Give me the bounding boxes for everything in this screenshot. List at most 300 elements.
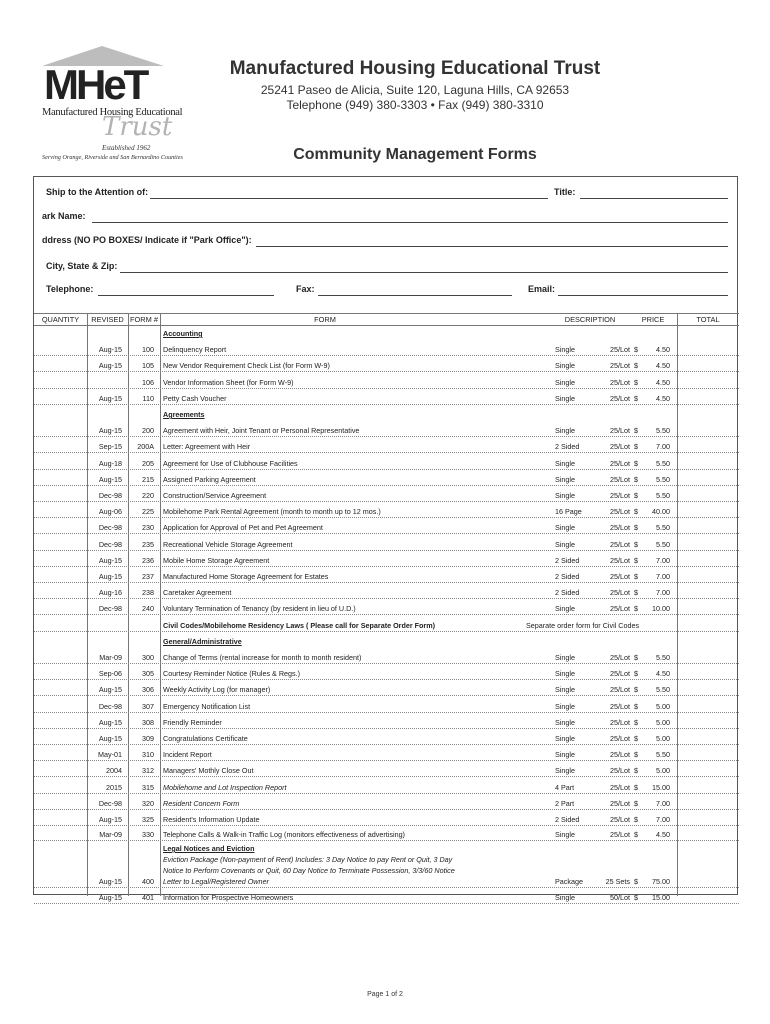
- row-total-field[interactable]: [679, 394, 734, 404]
- row-price: 5.50: [656, 539, 670, 549]
- col-form-number: FORM #: [130, 315, 158, 324]
- row-form-number: 220: [142, 491, 154, 500]
- row-revised: Aug-15: [98, 555, 122, 565]
- row-total-field[interactable]: [679, 475, 734, 485]
- row-lot: 25/Lot: [610, 734, 630, 743]
- row-form: Weekly Activity Log (for manager): [163, 685, 271, 695]
- row-form-number: 200: [142, 426, 154, 436]
- row-total-field[interactable]: [679, 815, 734, 825]
- row-divider: [34, 388, 739, 389]
- row-lot: 25/Lot: [610, 588, 630, 598]
- col-total: TOTAL: [696, 315, 720, 324]
- row-description: Single: [555, 491, 575, 500]
- row-form: Petty Cash Voucher: [163, 393, 227, 403]
- row-total-field[interactable]: [679, 669, 734, 679]
- row-revised: Aug-15: [98, 345, 122, 355]
- row-currency: $: [634, 555, 638, 565]
- row-form: Incident Report: [163, 750, 212, 760]
- row-lot: 25/Lot: [610, 750, 630, 760]
- row-currency: $: [634, 766, 638, 776]
- row-total-field[interactable]: [679, 361, 734, 371]
- row-lot: 25/Lot: [610, 604, 630, 614]
- row-form: Voluntary Termination of Tenancy (by resident in lieu of U.D.): [163, 604, 356, 614]
- row-form-number: 225: [142, 507, 154, 517]
- table-row: [34, 734, 739, 746]
- logo-established: Established 1962: [102, 144, 151, 152]
- row-total-field[interactable]: [679, 893, 734, 903]
- row-form: Information for Prospective Homeowners: [163, 893, 294, 902]
- logo-subtitle: Manufactured Housing Educational: [42, 107, 183, 118]
- row-revised: Mar-09: [99, 653, 122, 662]
- table-row: [34, 830, 739, 842]
- row-currency: $: [634, 345, 638, 355]
- row-description: Single: [555, 734, 575, 743]
- row-form: Congratulations Certificate: [163, 734, 248, 743]
- row-description: Single: [555, 604, 575, 614]
- row-total-field[interactable]: [679, 750, 734, 760]
- row-currency: $: [634, 426, 638, 436]
- row-currency: $: [634, 717, 638, 727]
- row-currency: $: [634, 829, 638, 839]
- row-form: Vendor Information Sheet (for Form W-9): [163, 377, 294, 387]
- row-price: 7.00: [656, 815, 670, 824]
- row-description: Single: [555, 458, 575, 468]
- row-price: 5.50: [656, 750, 670, 760]
- row-form: Resident's Information Update: [163, 815, 260, 824]
- row-form: Friendly Reminder: [163, 717, 222, 727]
- row-lot: 25/Lot: [610, 782, 630, 792]
- order-form: [33, 176, 738, 902]
- row-total-field[interactable]: [679, 877, 734, 887]
- row-total-field[interactable]: [679, 718, 734, 728]
- row-total-field[interactable]: [679, 556, 734, 566]
- row-revised: May-01: [98, 750, 122, 760]
- row-divider: [34, 631, 739, 632]
- row-form-number: 110: [142, 393, 154, 403]
- row-lot: 25/Lot: [610, 829, 630, 839]
- row-description: Single: [555, 361, 575, 371]
- row-total-field[interactable]: [679, 523, 734, 533]
- row-form-number: 237: [142, 572, 154, 581]
- row-total-field[interactable]: [679, 507, 734, 517]
- table-header: [34, 313, 739, 325]
- section-title: General/Administrative: [163, 636, 242, 646]
- col-form: FORM: [314, 315, 336, 324]
- row-total-field[interactable]: [679, 702, 734, 712]
- fax-field[interactable]: [318, 295, 512, 296]
- row-lot: 25/Lot: [610, 474, 630, 484]
- row-description: Single: [555, 653, 575, 662]
- row-form: Courtesy Reminder Notice (Rules & Regs.): [163, 669, 301, 679]
- row-form: Telephone Calls & Walk-in Traffic Log (monitors effectiveness of advertising): [163, 829, 405, 839]
- row-description: 2 Sided: [555, 588, 580, 598]
- row-revised: Aug-16: [98, 588, 122, 598]
- row-divider: [34, 793, 739, 794]
- row-lot: 25/Lot: [610, 393, 630, 403]
- row-form-number: 400: [142, 877, 154, 886]
- row-lot: 25/Lot: [610, 426, 630, 436]
- col-quantity: QUANTITY: [41, 315, 80, 324]
- row-revised: Sep-15: [98, 442, 122, 452]
- row-form: Mobilehome and Lot Inspection Report: [163, 782, 287, 792]
- row-description: Single: [555, 474, 575, 484]
- row-form-number: 215: [142, 474, 154, 484]
- table-row: [34, 653, 739, 665]
- row-lot: 25/Lot: [610, 507, 630, 517]
- row-lot: 25/Lot: [610, 442, 630, 452]
- row-form-number: 236: [142, 555, 154, 565]
- row-divider: [34, 485, 739, 486]
- row-description: Single: [555, 893, 575, 902]
- row-divider: [34, 404, 739, 405]
- row-form-number: 312: [142, 766, 154, 776]
- row-form: Manufactured Home Storage Agreement for Estates: [163, 572, 329, 581]
- row-form-number: 310: [142, 750, 154, 760]
- row-form: Caretaker Agreement: [163, 588, 232, 598]
- row-currency: $: [634, 782, 638, 792]
- row-form: Resident Concern Form: [163, 798, 240, 808]
- row-description: Package: [555, 877, 583, 886]
- table-row: [34, 540, 739, 552]
- row-divider: [34, 517, 739, 518]
- col-description: DESCRIPTION: [564, 315, 616, 324]
- row-currency: $: [634, 734, 638, 743]
- row-form: Managers' Mothly Close Out: [163, 766, 254, 776]
- row-form-number: 240: [142, 604, 154, 614]
- city-row: [34, 261, 739, 275]
- row-form-number: 300: [142, 653, 154, 662]
- section-title: Legal Notices and Eviction: [163, 844, 255, 853]
- table-row: [34, 426, 739, 438]
- row-form: Agreement with Heir, Joint Tenant or Personal Representative: [163, 426, 360, 436]
- row-divider: [34, 825, 739, 826]
- row-divider: [34, 776, 739, 777]
- row-currency: $: [634, 377, 638, 387]
- row-total-field[interactable]: [679, 426, 734, 436]
- table-row: [34, 588, 739, 600]
- row-total-field[interactable]: [679, 491, 734, 501]
- table-row: [34, 475, 739, 487]
- row-divider: [34, 712, 739, 713]
- logo-serving: Serving Orange, Riverside and San Bernardino Counties: [42, 154, 183, 161]
- row-form-number: 315: [142, 782, 154, 792]
- row-form-number: 238: [142, 588, 154, 598]
- row-description: Single: [555, 523, 575, 533]
- row-revised: Dec-98: [98, 539, 122, 549]
- row-form: Construction/Service Agreement: [163, 491, 267, 500]
- row-description: 2 Sided: [555, 442, 580, 452]
- city-field[interactable]: [120, 272, 728, 273]
- row-description: Single: [555, 717, 575, 727]
- row-currency: $: [634, 491, 638, 500]
- row-lot: 25/Lot: [610, 669, 630, 679]
- row-currency: $: [634, 669, 638, 679]
- row-total-field[interactable]: [679, 783, 734, 793]
- ship-to-row: [34, 187, 739, 201]
- row-form-number: 205: [142, 458, 154, 468]
- row-price: 4.50: [656, 361, 670, 371]
- table-row: [34, 669, 739, 681]
- row-divider: [34, 695, 739, 696]
- email-field[interactable]: [558, 295, 728, 296]
- row-form-number: 309: [142, 734, 154, 743]
- row-total-field[interactable]: [679, 345, 734, 355]
- row-form: Letter: Agreement with Heir: [163, 442, 251, 452]
- row-form: Agreement for Use of Clubhouse Facilities: [163, 458, 298, 468]
- row-revised: Dec-98: [98, 604, 122, 614]
- row-total-field[interactable]: [679, 588, 734, 598]
- row-form-number: 306: [142, 685, 154, 695]
- row-price: 15.00: [652, 782, 670, 792]
- row-divider: [34, 371, 739, 372]
- row-divider: [34, 679, 739, 680]
- row-description: Single: [555, 426, 575, 436]
- row-total-field[interactable]: [679, 766, 734, 776]
- row-currency: $: [634, 539, 638, 549]
- row-currency: $: [634, 685, 638, 695]
- row-currency: $: [634, 572, 638, 581]
- row-price: 5.00: [656, 701, 670, 711]
- row-divider: [34, 663, 739, 664]
- table-row: [34, 523, 739, 535]
- row-price: 5.50: [656, 426, 670, 436]
- row-lot: 25/Lot: [610, 766, 630, 776]
- row-form: Assigned Parking Agreement: [163, 474, 256, 484]
- row-divider: [34, 760, 739, 761]
- row-lot: 25/Lot: [610, 555, 630, 565]
- section-heading: [34, 637, 739, 649]
- ship-to-label: Ship to the Attention of:: [46, 187, 149, 197]
- mhet-logo: [40, 44, 183, 164]
- row-revised: Aug-15: [98, 734, 122, 743]
- row-form: Recreational Vehicle Storage Agreement: [163, 539, 293, 549]
- table-row: [34, 604, 739, 616]
- row-revised: Aug-15: [98, 815, 122, 824]
- row-form-line: Eviction Package (Non-payment of Rent) Includes: 3 Day Notice to pay Rent or Quit, 3 Day: [163, 855, 453, 864]
- row-revised: 2004: [106, 766, 122, 776]
- row-total-field[interactable]: [679, 572, 734, 582]
- title-field[interactable]: [580, 198, 728, 199]
- row-form-number: 307: [142, 701, 154, 711]
- row-revised: Aug-15: [98, 393, 122, 403]
- row-lot: 25/Lot: [610, 345, 630, 355]
- table-row: [34, 893, 739, 905]
- row-revised: Mar-09: [99, 829, 122, 839]
- row-revised: Dec-98: [98, 701, 122, 711]
- table-row: [34, 507, 739, 519]
- row-lot: 25/Lot: [610, 539, 630, 549]
- row-description: 2 Part: [555, 798, 575, 808]
- row-price: 5.00: [656, 717, 670, 727]
- row-divider: [34, 501, 739, 502]
- park-name-label: ark Name:: [42, 211, 86, 221]
- row-form-number: 308: [142, 717, 154, 727]
- contact-row: [34, 284, 739, 298]
- row-form: Delinquency Report: [163, 345, 227, 355]
- row-form-line: Letter to Legal/Registered Owner: [163, 877, 269, 886]
- row-lot: 25 Sets: [605, 877, 630, 886]
- row-divider: [34, 582, 739, 583]
- row-description: 4 Part: [555, 782, 575, 792]
- row-revised: Aug-15: [98, 474, 122, 484]
- row-note: Separate order form for Civil Codes: [526, 620, 640, 630]
- row-revised: Aug-15: [98, 572, 122, 581]
- row-currency: $: [634, 701, 638, 711]
- fax-label: Fax:: [296, 284, 315, 294]
- org-phone: Telephone (949) 380-3303 • Fax (949) 380-3310: [286, 98, 544, 112]
- row-revised: Aug-15: [98, 877, 122, 886]
- row-lot: 25/Lot: [610, 491, 630, 500]
- row-price: 5.00: [656, 766, 670, 776]
- logo-brand: MHeT: [44, 61, 147, 108]
- col-price: PRICE: [641, 315, 665, 324]
- row-lot: 25/Lot: [610, 717, 630, 727]
- table-row: [34, 556, 739, 568]
- table-row: [34, 766, 739, 778]
- row-divider: [34, 887, 739, 888]
- address-field[interactable]: [256, 246, 728, 247]
- row-price: 7.00: [656, 572, 670, 581]
- row-currency: $: [634, 474, 638, 484]
- row-lot: 50/Lot: [610, 893, 630, 902]
- table-row: [34, 718, 739, 730]
- table-row: [34, 442, 739, 454]
- row-total-field[interactable]: [679, 734, 734, 744]
- row-lot: 25/Lot: [610, 701, 630, 711]
- row-description: 2 Sided: [555, 572, 580, 581]
- row-revised: Sep-06: [98, 669, 122, 679]
- row-currency: $: [634, 361, 638, 371]
- row-lot: 25/Lot: [610, 815, 630, 824]
- row-total-field[interactable]: [679, 459, 734, 469]
- row-description: Single: [555, 750, 575, 760]
- row-currency: $: [634, 442, 638, 452]
- row-total-field[interactable]: [679, 653, 734, 663]
- ship-to-field[interactable]: [150, 198, 548, 199]
- row-price: 5.50: [656, 653, 670, 662]
- org-name: Manufactured Housing Educational Trust: [229, 58, 601, 79]
- row-price: 7.00: [656, 588, 670, 598]
- row-description: 2 Sided: [555, 555, 580, 565]
- row-price: 15.00: [652, 893, 670, 902]
- row-currency: $: [634, 458, 638, 468]
- row-total-field[interactable]: [679, 685, 734, 695]
- row-lot: 25/Lot: [610, 458, 630, 468]
- address-label: ddress (NO PO BOXES/ Indicate if "Park Office"):: [42, 235, 252, 245]
- row-revised: Aug-18: [98, 458, 122, 468]
- row-total-field[interactable]: [679, 540, 734, 550]
- section-heading: [34, 329, 739, 341]
- row-divider: [34, 744, 739, 745]
- row-form-number: 105: [142, 361, 154, 371]
- row-price: 5.00: [656, 734, 670, 743]
- row-lot: 25/Lot: [610, 377, 630, 387]
- telephone-field[interactable]: [98, 295, 274, 296]
- row-revised: 2015: [106, 782, 122, 792]
- row-description: Single: [555, 685, 575, 695]
- row-price: 5.50: [656, 685, 670, 695]
- row-form: Application for Approval of Pet and Pet Agreement: [163, 523, 323, 533]
- row-price: 4.50: [656, 345, 670, 355]
- row-price: 4.50: [656, 393, 670, 403]
- row-form: Civil Codes/Mobilehome Residency Laws ( Please call for Separate Order Form): [163, 620, 436, 630]
- row-divider: [34, 452, 739, 453]
- row-price: 7.00: [656, 442, 670, 452]
- row-revised: Aug-06: [98, 507, 122, 517]
- row-form-number: 100: [142, 345, 154, 355]
- row-lot: 25/Lot: [610, 798, 630, 808]
- row-currency: $: [634, 750, 638, 760]
- row-form: Change of Terms (rental increase for month to month resident): [163, 653, 362, 662]
- row-description: Single: [555, 701, 575, 711]
- row-price: 40.00: [652, 507, 670, 517]
- table-row: [34, 394, 739, 406]
- forms-title: Community Management Forms: [293, 146, 537, 163]
- row-price: 4.50: [656, 669, 670, 679]
- row-total-field[interactable]: [679, 799, 734, 809]
- city-label: City, State & Zip:: [46, 261, 118, 271]
- row-currency: $: [634, 798, 638, 808]
- row-revised: Aug-15: [98, 717, 122, 727]
- row-total-field[interactable]: [679, 604, 734, 614]
- park-name-row: [34, 211, 739, 225]
- row-description: Single: [555, 377, 575, 387]
- row-form-line: Notice to Perform Covenants or Quit, 60 Day Notice to Terminate Possession, 3/3/60 Notice: [163, 866, 455, 875]
- row-price: 5.50: [656, 491, 670, 500]
- row-lot: 25/Lot: [610, 685, 630, 695]
- row-price: 5.50: [656, 458, 670, 468]
- park-name-field[interactable]: [92, 222, 728, 223]
- row-total-field[interactable]: [679, 442, 734, 452]
- row-description: 2 Sided: [555, 815, 580, 824]
- table-row: [34, 572, 739, 584]
- row-form-number: 325: [142, 815, 154, 824]
- row-form: Mobile Home Storage Agreement: [163, 555, 270, 565]
- row-divider: [34, 728, 739, 729]
- row-total-field[interactable]: [679, 378, 734, 388]
- row-divider: [34, 598, 739, 599]
- page-number: Page 1 of 2: [367, 991, 403, 998]
- row-currency: $: [634, 507, 638, 517]
- row-description: Single: [555, 345, 575, 355]
- email-label: Email:: [528, 284, 556, 294]
- row-revised: Aug-15: [98, 893, 122, 902]
- table-row: [34, 491, 739, 503]
- table-row: [34, 361, 739, 373]
- row-currency: $: [634, 393, 638, 403]
- table-row: [34, 621, 739, 633]
- row-form: Mobilehome Park Rental Agreement (month to month up to 12 mos.): [163, 507, 381, 517]
- row-currency: $: [634, 877, 638, 886]
- table-header-border: [34, 325, 739, 326]
- row-form-number: 235: [142, 539, 154, 549]
- row-divider: [34, 903, 739, 904]
- address-row: [34, 235, 739, 249]
- row-description: Single: [555, 829, 575, 839]
- section-title: Accounting: [163, 329, 203, 338]
- row-price: 7.00: [656, 555, 670, 565]
- row-price: 4.50: [656, 377, 670, 387]
- title-label: Title:: [554, 187, 576, 197]
- row-divider: [34, 533, 739, 534]
- row-form-number: 330: [142, 829, 154, 839]
- row-total-field[interactable]: [679, 830, 734, 840]
- row-divider: [34, 566, 739, 567]
- row-price: 75.00: [652, 877, 670, 886]
- row-revised: Aug-15: [98, 361, 122, 371]
- row-currency: $: [634, 653, 638, 662]
- row-revised: Dec-98: [98, 491, 122, 500]
